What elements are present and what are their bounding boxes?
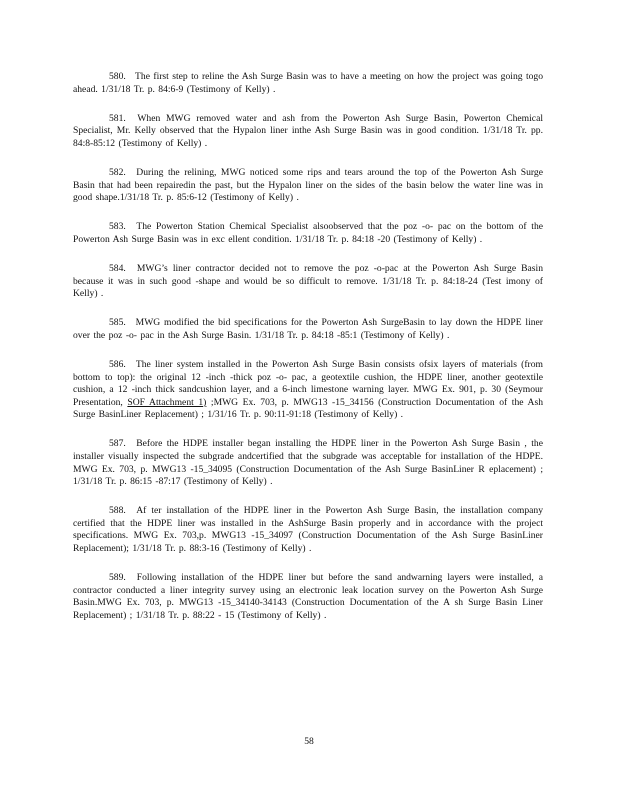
paragraph-number: 589. [109, 572, 126, 584]
paragraph-text: Af ter installation of the HDPE liner in the Powerton Ash Surge Basin, the installation company certified that the HDPE liner was installed in the AshSurge Basin properly and in accordance with the project specifications. MWG Ex. 703,p. MWG13 -15_34097 (Construction Documentation of the Ash Surge BasinLiner Replacement); 1/31/18 Tr. p. 88:3-16 (Testimony of Kelly) . [73, 505, 543, 555]
attachment-link[interactable]: SOF Attachment 1) [127, 396, 207, 408]
paragraph-number: 588. [109, 505, 126, 517]
paragraph-text: MWG’s liner contractor decided not to remove the poz -o-pac at the Powerton Ash Surge Basin because it was in such good -shape and would be so difficult to remove. 1/31/18 Tr. p. 84:18-24 (Test imony of Kelly) . [73, 262, 544, 300]
paragraph-585 [73, 317, 543, 342]
page-number: 58 [304, 736, 314, 747]
paragraph-text: When MWG removed water and ash from the Powerton Ash Surge Basin, Powerton Chemical Specialist, Mr. Kelly observed that the Hypalon liner inthe Ash Surge Basin was in good condition. 1/31/18 Tr. pp. 84:8-85:12 (Testimony of Kelly) . [73, 112, 543, 149]
paragraph-number: 583. [109, 221, 126, 233]
document-body [73, 71, 543, 639]
paragraph-number: 587. [109, 438, 126, 450]
paragraph-text: The Powerton Station Chemical Specialist alsoobserved that the poz -o- pac on the bottom of the Powerton Ash Surge Basin was in exc ellent condition. 1/31/18 Tr. p. 84:18 -20 (Testimony of Kelly) . [73, 221, 543, 245]
paragraph-588 [73, 505, 543, 555]
paragraph-580 [73, 71, 543, 96]
paragraph-text: During the relining, MWG noticed some rips and tears around the top of the Powerton Ash Surge Basin that had been repairedin the past, but the Hypalon liner on the sides of the basin below the water line was in good shape.1/31/18 Tr. p. 85:6-12 (Testimony of Kelly) . [73, 166, 543, 204]
paragraph-582 [73, 167, 543, 205]
paragraph-number: 584. [109, 262, 126, 274]
paragraph-number: 586. [109, 358, 126, 370]
paragraph-581 [73, 113, 543, 151]
paragraph-587 [73, 438, 543, 488]
paragraph-number: 582. [109, 166, 126, 178]
paragraph-text-continued: ;MWG Ex. 703, p. MWG13 -15_34156 (Construction Documentation of the Ash Surge BasinLiner Replacement) ; 1/31/16 Tr. p. 90:11-91:18 (Testimony of Kelly) . [73, 396, 543, 421]
paragraph-text: The liner system installed in the Powerton Ash Surge Basin consists ofsix layers of materials (from bottom to top): the original 12 -inch -thick poz -o- pac, a geotextile cushion, the HDPE liner, another geotextile cushion, a 12 -inch thick sandcushion layer, and a 6-inch limestone warning layer. MWG Ex. 901, p. 30 (Seymour Presentation, [73, 358, 543, 408]
paragraph-584 [73, 263, 543, 301]
paragraph-number: 585. [109, 317, 126, 329]
paragraph-586 [73, 359, 543, 422]
paragraph-583 [73, 221, 543, 246]
paragraph-number: 581. [109, 112, 126, 124]
paragraph-text: Following installation of the HDPE liner but before the sand andwarning layers were installed, a contractor conducted a liner integrity survey using an electronic leak location survey on the Powerton Ash Surge Basin.MWG Ex. 703, p. MWG13 -15_34140-34143 (Construction Documentation of the A sh Surge Basin Liner Replacement) ; 1/31/18 Tr. p. 88:22 - 15 (Testimony of Kelly) . [73, 572, 543, 621]
paragraph-text: The first step to reline the Ash Surge Basin was to have a meeting on how the project was going togo ahead. 1/31/18 Tr. p. 84:6-9 (Testimony of Kelly) . [73, 71, 543, 95]
paragraph-text: Before the HDPE installer began installing the HDPE liner in the Powerton Ash Surge Basin , the installer visually inspected the subgrade andcertified that the subgrade was acceptable for installation of the HDPE. MWG Ex. 703, p. MWG13 -15_34095 (Construction Documentation of the Ash Surge BasinLiner R eplacement) ; 1/31/18 Tr. p. 86:15 -87:17 (Testimony of Kelly) . [73, 438, 543, 488]
paragraph-589 [73, 572, 543, 622]
paragraph-number: 580. [109, 71, 126, 82]
paragraph-text: MWG modified the bid specifications for the Powerton Ash SurgeBasin to lay down the HDPE liner over the poz -o- pac in the Ash Surge Basin. 1/31/18 Tr. p. 84:18 -85:1 (Testimony of Kelly) . [73, 317, 543, 341]
